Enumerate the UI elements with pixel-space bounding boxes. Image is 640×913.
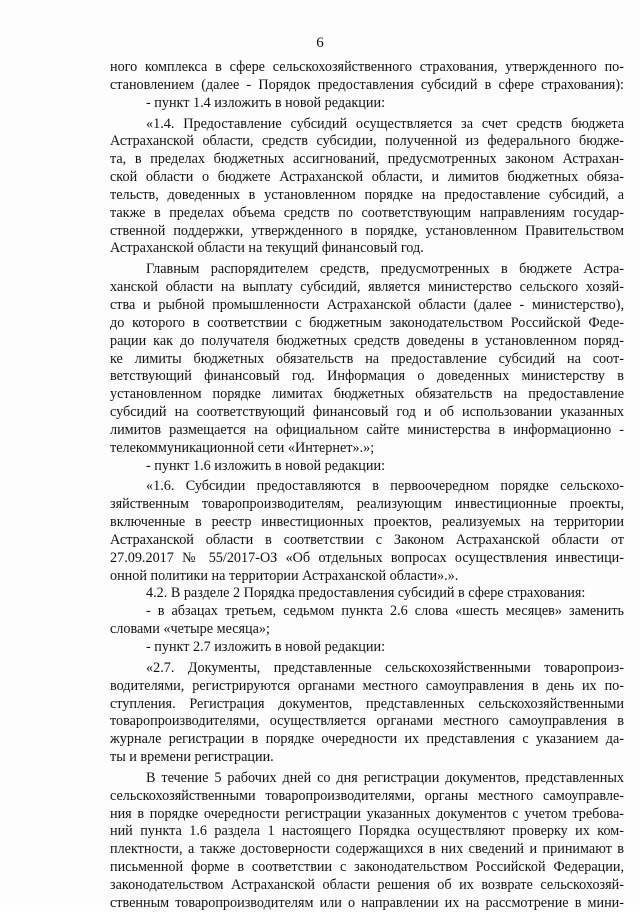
text-line: законодательством Астраханской области решения об их возврате сельскохозяй- [110, 876, 624, 893]
text-line: телекоммуникационной сети «Интернет».»; [110, 439, 375, 456]
text-line: ветствующий финансовый год. Информация о доведенных министерству в [110, 368, 624, 385]
text-line: также в пределах объема средств по соответствующим направлениям государ- [110, 204, 624, 221]
text-line: ний пункта 1.6 раздела 1 настоящего Порядка осуществляют проверку их ком- [110, 823, 624, 840]
text-line: - в абзацах третьем, седьмом пункта 2.6 слова «шесть месяцев» заменить [146, 603, 624, 620]
text-line: становлением (далее - Порядок предоставления субсидий в сфере страхования): [110, 76, 624, 93]
text-line: Астраханской области на текущий финансовый год. [110, 240, 424, 257]
text-line: ты и времени регистрации. [110, 749, 274, 766]
text-line: словами «четыре месяца»; [110, 621, 270, 638]
text-line: ства и рыбной промышленности Астраханской области (далее - министерство), [110, 296, 624, 313]
text-line: ного комплекса в сфере сельскохозяйственного страхования, утвержденного по- [110, 59, 624, 75]
text-line: установленном порядке лимитах бюджетных обязательств на предоставление [110, 386, 624, 403]
text-line: ния в порядке очередности регистрации указанных документов с учетом требова- [110, 805, 624, 822]
text-line: ской области о бюджете Астраханской области, и лимитов бюджетных обяза- [110, 169, 624, 186]
text-line: письменной форме в соответствии с законодательством Российской Федерации, [110, 859, 624, 876]
text-line: ке лимиты бюджетных обязательств на предоставление субсидий на соот- [110, 350, 624, 367]
text-line: 27.09.2017 № 55/2017-ОЗ «Об отдельных вопросах осуществления инвестици- [110, 549, 624, 566]
text-line: ственной поддержки, утвержденного в порядке, установленном Правительством [110, 222, 624, 239]
text-line: - пункт 1.6 изложить в новой редакции: [146, 457, 386, 474]
text-line: ступления. Регистрация документов, представленных сельскохозяйственными [110, 695, 624, 712]
text-line: Астраханской области в соответствии с Законом Астраханской области от [110, 531, 624, 548]
text-line: включенные в реестр инвестиционных проектов, реализуемых на территории [110, 514, 624, 531]
text-line: - пункт 2.7 изложить в новой редакции: [146, 639, 386, 655]
text-line: ханской области на выплату субсидий, является министерство сельского хозяй- [110, 279, 624, 296]
text-line: товаропроизводителями, осуществляется органами местного самоуправления в [110, 713, 624, 730]
text-line: рации как до получателя бюджетных средств доведены в установленном поряд- [110, 332, 624, 349]
text-line: онной политики на территории Астраханской области».». [110, 567, 459, 584]
page-number: 6 [316, 35, 324, 51]
text-line: субсидий на соответствующий финансовый год и об использовании указанных [110, 404, 624, 421]
text-line: В течение 5 рабочих дней со дня регистрации документов, представленных [146, 769, 624, 786]
text-line: - пункт 1.4 изложить в новой редакции: [146, 94, 386, 111]
text-line: та, в пределах бюджетных ассигнований, предусмотренных законом Астрахан- [110, 151, 624, 168]
text-line: журнале регистрации в порядке очередности их представления с указанием да- [110, 731, 624, 748]
text-line: тельств, доведенных в установленном порядке на предоставление субсидий, а [110, 186, 624, 203]
text-line: лимитов размещается на официальном сайте министерства в информационно - [110, 421, 624, 438]
text-line: Астраханской области, средств субсидии, полученной из федерального бюдже- [110, 133, 624, 150]
text-line: плектности, а также достоверности содержащихся в них сведений и принимают в [110, 841, 624, 858]
text-line: ственным товаропроизводителям или о направлении их на рассмотрение в мини- [110, 894, 624, 911]
text-line: водителями, регистрируются органами местного самоуправления в день их по- [110, 677, 624, 694]
text-line: Главным распорядителем средств, предусмотренных в бюджете Астра- [146, 261, 624, 278]
text-line: зяйственным товаропроизводителям, реализующим инвестиционные проекты, [110, 496, 624, 513]
text-line: «1.6. Субсидии предоставляются в первоочередном порядке сельскохо- [146, 478, 624, 495]
text-line: «1.4. Предоставление субсидий осуществляется за счет средств бюджета [146, 115, 624, 132]
document-body [110, 59, 624, 913]
text-line: 4.2. В разделе 2 Порядка предоставления субсидий в сфере страхования: [146, 585, 586, 602]
text-line: сельскохозяйственными товаропроизводителями, органы местного самоуправле- [110, 787, 624, 804]
text-line: «2.7. Документы, представленные сельскохозяйственными товаропроиз- [146, 659, 624, 676]
text-line: до которого в соответствии с бюджетным законодательством Российской Феде- [110, 314, 624, 331]
